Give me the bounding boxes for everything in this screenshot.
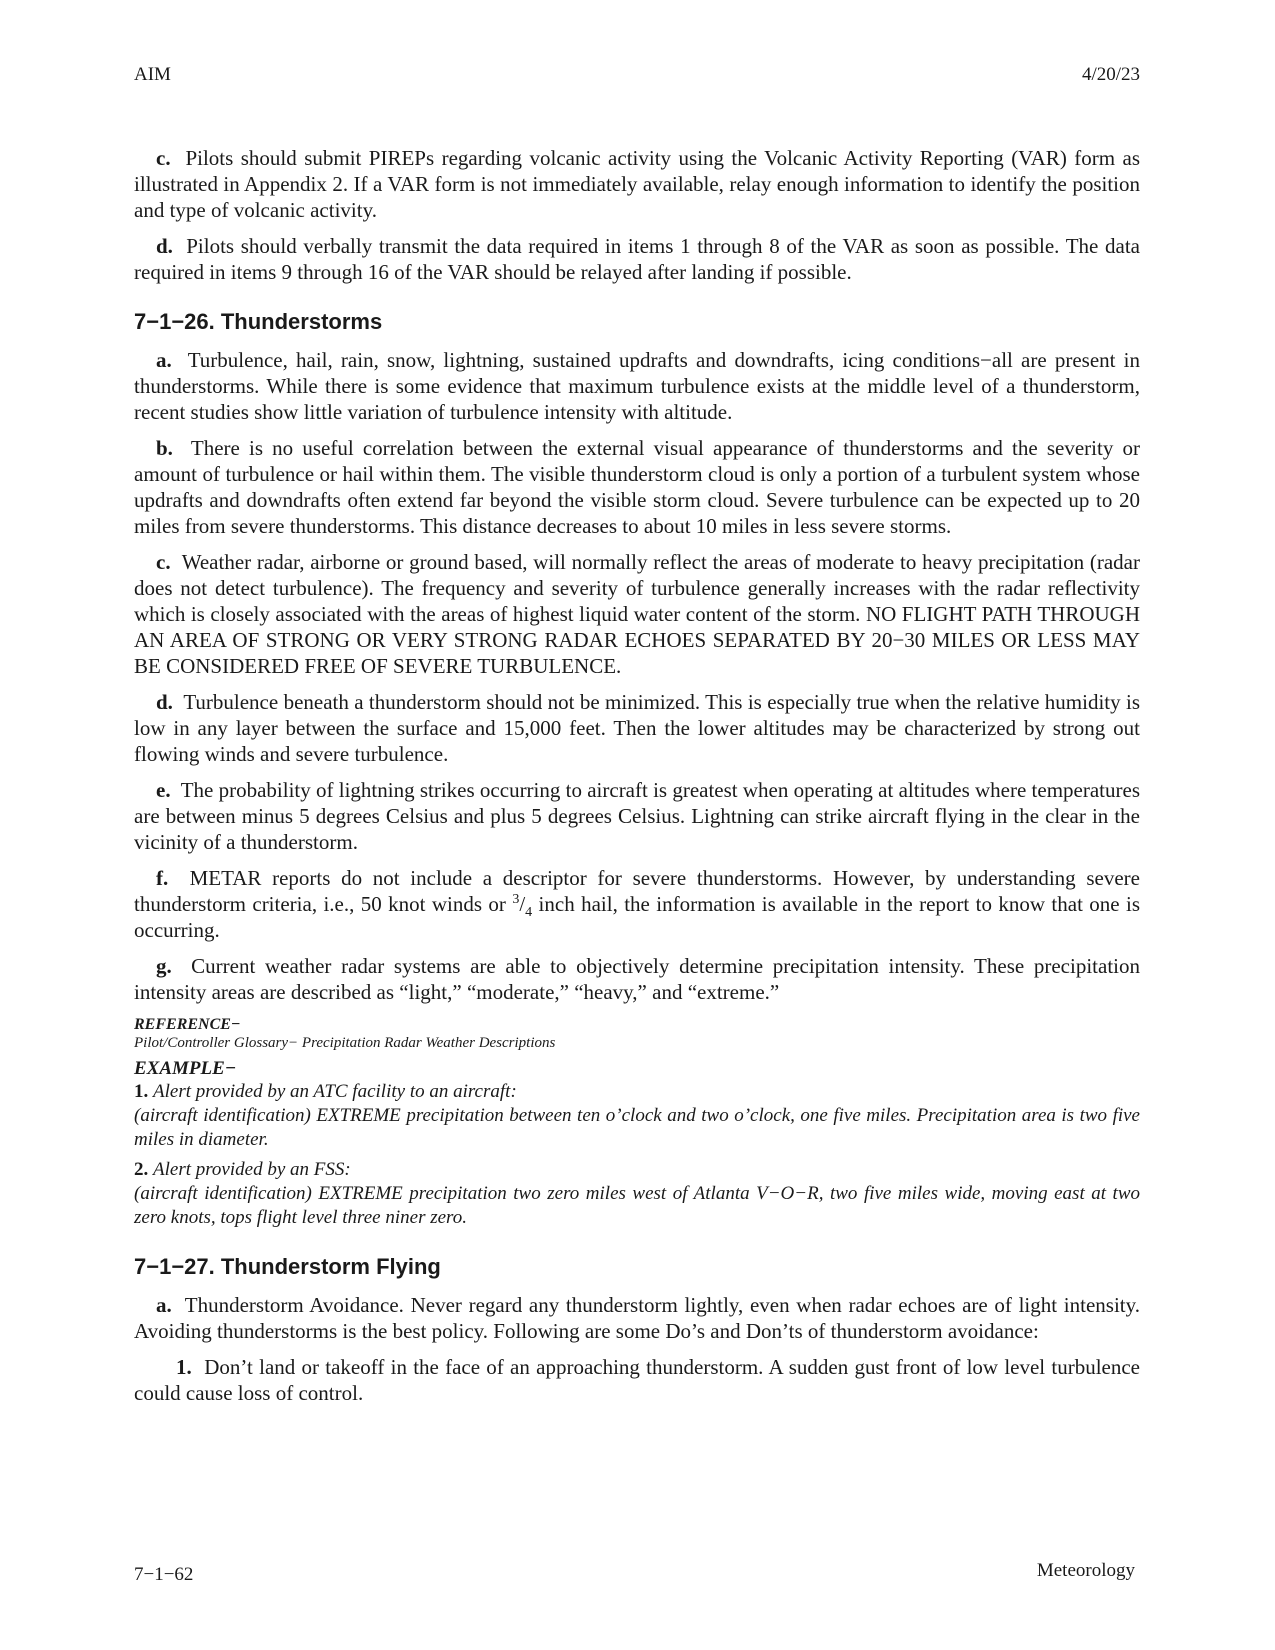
reference-label: REFERENCE− bbox=[134, 1016, 241, 1033]
footer-chapter: Meteorology bbox=[1036, 1560, 1135, 1581]
paragraph-26-d: d. Turbulence beneath a thunderstorm should not be minimized. This is especially true when the relative humidity is low in any layer between the surface and 15,000 feet. Then the lower altitudes may be characterized by strong out flowing winds and severe turbulence. bbox=[134, 690, 1140, 766]
fraction-denominator: 4 bbox=[525, 905, 533, 921]
fraction-numerator: 3 bbox=[512, 892, 520, 907]
section-heading-thunderstorms: 7−1−26. Thunderstorms bbox=[134, 309, 383, 334]
reference-text: Pilot/Controller Glossary− Precipitation Radar Weather Descriptions bbox=[134, 1035, 556, 1051]
paragraph-intro-c: c. Pilots should submit PIREPs regarding volcanic activity using the Volcanic Activity Reporting (VAR) form as illustrated in Appendix 2. If a VAR form is not immediately available, relay enough information to identify the position and type of volcanic activity. bbox=[134, 146, 1140, 222]
paragraph-26-b: b. There is no useful correlation between the external visual appearance of thunderstorms and the severity or amount of turbulence or hail within them. The visible thunderstorm cloud is only a portion of a turbulent system whose updrafts and downdrafts often extend far beyond the visible storm cloud. Severe turbulence can be expected up to 20 miles from severe thunderstorms. This distance decreases to about 10 miles in less severe storms. bbox=[134, 436, 1140, 538]
example-label: EXAMPLE− bbox=[134, 1058, 237, 1079]
paragraph-26-f: f. METAR reports do not include a descriptor for severe thunderstorms. However, by understanding severe thunderstorm criteria, i.e., 50 knot winds or $^3/_4$ inch hail, the information is available in the report to know that one is occurring. bbox=[134, 866, 1141, 942]
paragraph-27-a-1: 1. Don’t land or takeoff in the face of an approaching thunderstorm. A sudden gust front of low level turbulence could cause loss of control. bbox=[134, 1355, 1141, 1405]
header-left: AIM bbox=[134, 64, 171, 85]
paragraph-26-e: e. The probability of lightning strikes occurring to aircraft is greatest when operating at altitudes where temperatures are between minus 5 degrees Celsius and plus 5 degrees Celsius. Lightning can strike aircraft flying in the clear in the vicinity of a thunderstorm. bbox=[134, 778, 1140, 854]
example-item-1: 1. Alert provided by an ATC facility to an aircraft: (aircraft identification) EXTREME precipitation between ten o’clock and two o’clock, one five miles. Precipitation area is two five miles in diameter. bbox=[134, 1081, 1140, 1150]
header-date: 4/20/23 bbox=[1081, 64, 1140, 85]
example-item-2: 2. Alert provided by an FSS: (aircraft identification) EXTREME precipitation two zero miles west of Atlanta V−O−R, two five miles wide, moving east at two zero knots, tops flight level three niner zero. bbox=[134, 1159, 1140, 1228]
page-number: 7−1−62 bbox=[134, 1564, 194, 1585]
paragraph-26-c: c. Weather radar, airborne or ground based, will normally reflect the areas of moderate to heavy precipitation (radar does not detect turbulence). The frequency and severity of turbulence generally increases with the radar reflectivity which is closely associated with the areas of highest liquid water content of the storm. NO FLIGHT PATH THROUGH AN AREA OF STRONG OR VERY STRONG RADAR ECHOES SEPARATED BY 20−30 MILES OR LESS MAY BE CONSIDERED FREE OF SEVERE TURBULENCE. bbox=[134, 550, 1140, 678]
paragraph-27-a: a. Thunderstorm Avoidance. Never regard any thunderstorm lightly, even when radar echoes are of light intensity. Avoiding thunderstorms is the best policy. Following are some Do’s and Don’ts of thunderstorm avoidance: bbox=[134, 1293, 1141, 1343]
paragraph-intro-d: d. Pilots should verbally transmit the data required in items 1 through 8 of the VAR as soon as possible. The data required in items 9 through 16 of the VAR should be relayed after landing if possible. bbox=[134, 234, 1140, 284]
section-heading-thunderstorm-flying: 7−1−27. Thunderstorm Flying bbox=[134, 1254, 441, 1279]
paragraph-26-g: g. Current weather radar systems are able to objectively determine precipitation intensity. These precipitation intensity areas are described as “light,” “moderate,” “heavy,” and “extreme.” bbox=[134, 954, 1141, 1004]
document-body bbox=[134, 145, 1140, 1416]
fraction-slash: / bbox=[519, 892, 526, 916]
paragraph-26-a: a. Turbulence, hail, rain, snow, lightning, sustained updrafts and downdrafts, icing conditions−all are present in thunderstorms. While there is some evidence that maximum turbulence exists at the middle level of a thunderstorm, recent studies show little variation of turbulence intensity with altitude. bbox=[134, 348, 1140, 424]
